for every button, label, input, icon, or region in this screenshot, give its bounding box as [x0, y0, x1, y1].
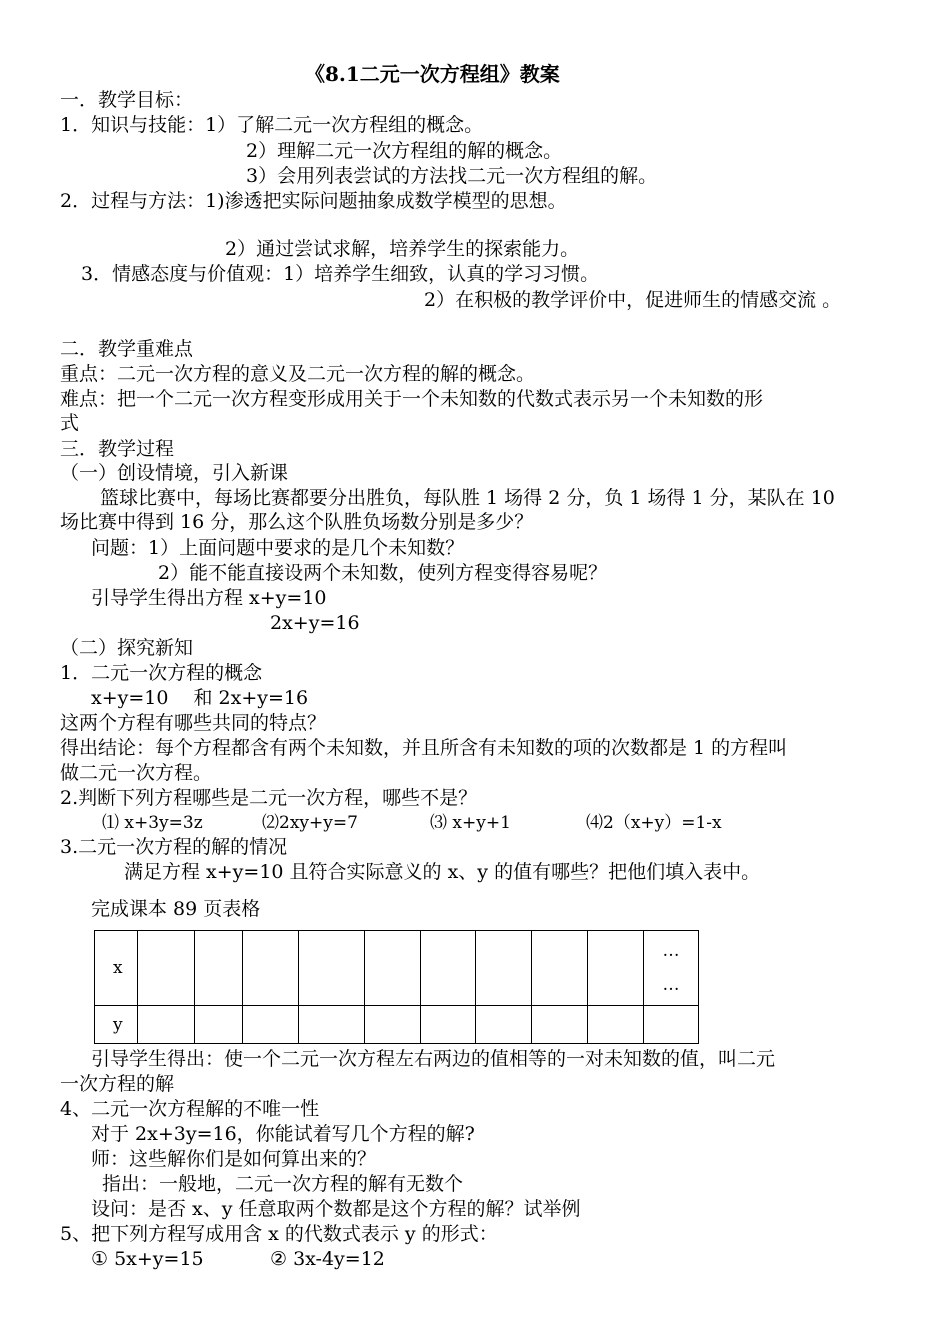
text-line: 一次方程的解 — [60, 1073, 175, 1095]
text-line: 3.二元一次方程的解的情况 — [60, 836, 288, 858]
table-cell — [421, 931, 476, 1006]
text-line: 引导学生得出：使一个二元一次方程左右两边的值相等的一对未知数的值，叫二元 — [91, 1048, 776, 1070]
table-cell — [532, 931, 588, 1006]
text-line: 场比赛中得到 16 分，那么这个队胜负场数分别是多少？ — [60, 511, 534, 533]
table-cell — [138, 1006, 195, 1044]
table-cell — [644, 1006, 699, 1044]
equation-1: ⑴ x+3y=3z — [102, 813, 203, 833]
text-line: 完成课本 89 页表格 — [91, 898, 261, 920]
text-line: （二）探究新知 — [60, 637, 194, 659]
table-cell — [299, 1006, 365, 1044]
equation-2: ⑵2xy+y=7 — [262, 813, 358, 833]
text-line: 得出结论：每个方程都含有两个未知数，并且所含有未知数的项的次数都是 1 的方程叫 — [60, 737, 788, 759]
text-line: 师：这些解你们是如何算出来的？ — [91, 1148, 377, 1170]
text-line: 1．知识与技能：1）了解二元一次方程组的概念。 — [60, 114, 484, 136]
equation-3: ⑶ x+y+1 — [430, 813, 511, 833]
text-line: 难点：把一个二元一次方程变形成用关于一个未知数的代数式表示另一个未知数的形 — [60, 388, 764, 410]
table-cell — [243, 931, 299, 1006]
document-title: 《8.1二元一次方程组》教案 — [305, 62, 560, 86]
ellipsis-bottom: … — [662, 975, 680, 995]
table-cell — [588, 931, 644, 1006]
table-cell — [299, 931, 365, 1006]
table-cell — [476, 1006, 532, 1044]
text-line: 设问：是否 x、y 任意取两个数都是这个方程的解？试举例 — [91, 1198, 581, 1220]
table-cell — [365, 931, 421, 1006]
ellipsis-top: … — [662, 941, 680, 961]
table-header-x: x — [95, 931, 138, 1006]
text-line: 篮球比赛中，每场比赛都要分出胜负，每队胜 1 场得 2 分，负 1 场得 1 分，某队在 10 — [100, 487, 835, 509]
text-line: 2）能不能直接设两个未知数，使列方程变得容易呢？ — [158, 562, 608, 584]
text-line: 做二元一次方程。 — [60, 762, 213, 784]
text-line: 问题：1）上面问题中要求的是几个未知数？ — [91, 537, 465, 559]
table-cell — [365, 1006, 421, 1044]
exercise-2: ② 3x-4y=12 — [270, 1248, 385, 1270]
table-cell — [195, 931, 243, 1006]
equation-4: ⑷2（x+y）=1-x — [586, 813, 722, 833]
text-line: 重点：二元一次方程的意义及二元一次方程的解的概念。 — [60, 363, 536, 385]
text-line: 1．二元一次方程的概念 — [60, 662, 263, 684]
text-line: 2x+y=16 — [270, 612, 360, 634]
table-cell — [195, 1006, 243, 1044]
table-cell — [138, 931, 195, 1006]
text-line: 2）在积极的教学评价中，促进师生的情感交流 。 — [424, 289, 842, 311]
table-cell-ellipsis — [644, 931, 699, 1006]
text-line: 3．情感态度与价值观：1）培养学生细致，认真的学习习惯。 — [81, 263, 600, 285]
exercise-1: ① 5x+y=15 — [91, 1248, 204, 1270]
text-line: 2）通过尝试求解，培养学生的探索能力。 — [225, 238, 580, 260]
text-line: 5、把下列方程写成用含 x 的代数式表示 y 的形式： — [60, 1223, 498, 1245]
text-line: （一）创设情境，引入新课 — [60, 462, 289, 484]
text-line: 指出：一般地，二元一次方程的解有无数个 — [102, 1173, 464, 1195]
section-heading: 二．教学重难点 — [60, 338, 194, 360]
text-line: 对于 2x+3y=16，你能试着写几个方程的解? — [91, 1123, 475, 1145]
text-line: 2．过程与方法：1)渗透把实际问题抽象成数学模型的思想。 — [60, 190, 567, 212]
text-line: x+y=10 和 2x+y=16 — [91, 687, 309, 709]
section-heading: 一．教学目标： — [60, 89, 194, 111]
text-line: 3）会用列表尝试的方法找二元一次方程组的解。 — [246, 165, 658, 187]
text-line: 4、二元一次方程解的不唯一性 — [60, 1098, 320, 1120]
text-line: 这两个方程有哪些共同的特点？ — [60, 712, 327, 734]
solution-table — [94, 930, 699, 1044]
text-line: 满足方程 x+y=10 且符合实际意义的 x、y 的值有哪些？把他们填入表中。 — [124, 861, 761, 883]
table-cell — [243, 1006, 299, 1044]
table-cell — [421, 1006, 476, 1044]
text-line: 2.判断下列方程哪些是二元一次方程，哪些不是？ — [60, 787, 478, 809]
table-cell — [532, 1006, 588, 1044]
table-header-y: y — [95, 1006, 138, 1044]
text-line: 2）理解二元一次方程组的解的概念。 — [246, 140, 563, 162]
table-cell — [588, 1006, 644, 1044]
text-line: 式 — [60, 412, 80, 434]
text-line: 引导学生得出方程 x+y=10 — [91, 587, 327, 609]
section-heading: 三．教学过程 — [60, 438, 175, 460]
table-cell — [476, 931, 532, 1006]
